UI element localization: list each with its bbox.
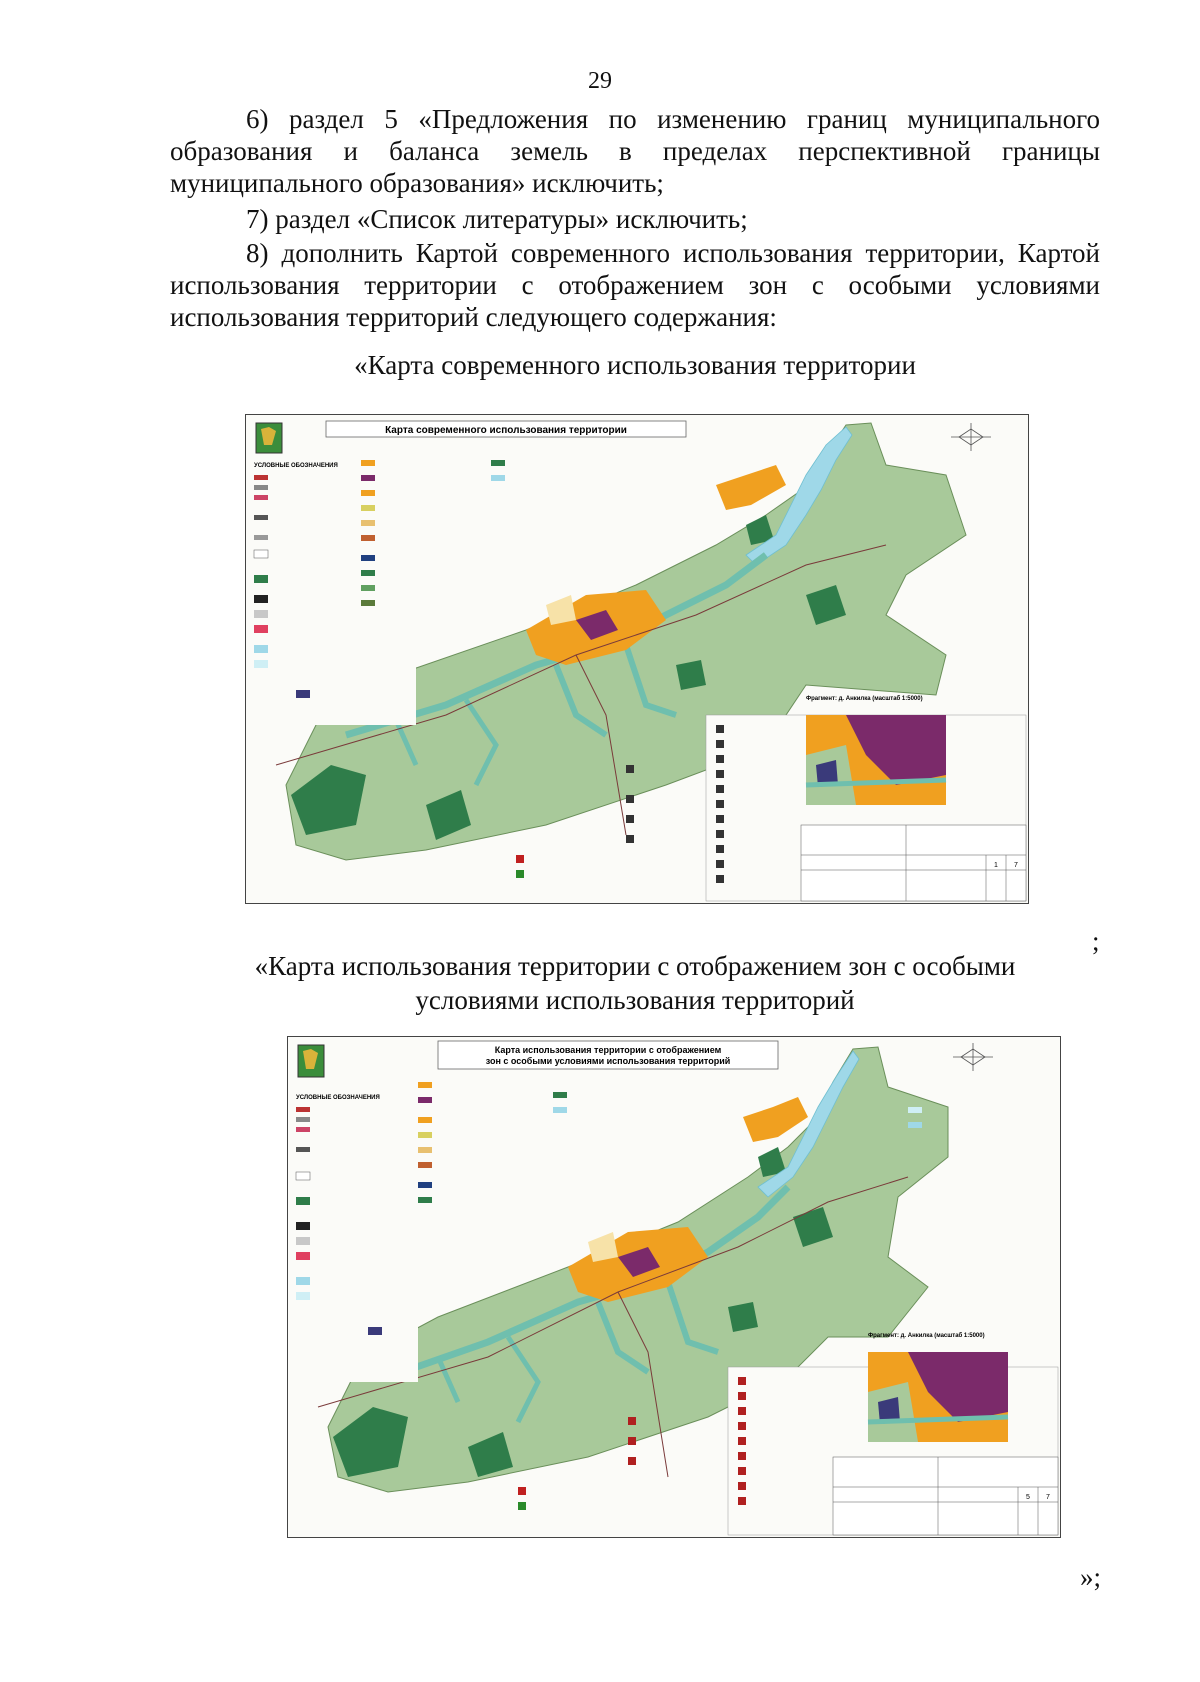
coat-of-arms-icon [256, 423, 282, 453]
map1-image [245, 414, 1029, 904]
map1-title: Карта современного использования территории [385, 425, 627, 436]
map2-sheet-total: 7 [1046, 1494, 1050, 1501]
map1-sheet-total: 7 [1014, 862, 1018, 869]
map2-image [287, 1036, 1061, 1538]
map2-caption-line1: «Карта использования территории с отображением зон с особыми [254, 951, 1016, 981]
map2-legend-title: УСЛОВНЫЕ ОБОЗНАЧЕНИЯ [296, 1095, 380, 1101]
coat-of-arms-icon [298, 1045, 324, 1077]
map1-end-punctuation: ; [1092, 926, 1100, 956]
map2-drawing [288, 1037, 1060, 1537]
page-number: 29 [588, 68, 612, 94]
map1-title-block [801, 825, 1026, 901]
map2-sheet-number: 5 [1026, 1494, 1030, 1501]
map2-title-block [833, 1457, 1058, 1535]
map1-drawing [246, 415, 1028, 903]
map1-fragment-inset [806, 715, 946, 805]
map1-legend-title: УСЛОВНЫЕ ОБОЗНАЧЕНИЯ [254, 463, 338, 469]
map1-sheet-number: 1 [994, 862, 998, 869]
paragraph-6: 6) раздел 5 «Предложения по изменению границ муниципального образования и баланса земель в пределах перспективной границы муниципального образования» исключить; [170, 104, 1100, 198]
map1-caption: «Карта современного использования территории [354, 350, 916, 380]
paragraph-7: 7) раздел «Список литературы» исключить; [246, 204, 748, 234]
paragraph-8: 8) дополнить Картой современного использования территории, Картой использования территории с отображением зон с особыми условиями использования территорий следующего содержания: [170, 238, 1100, 332]
map2-caption-line2: условиями использования территорий [415, 985, 855, 1015]
map2-title-line2: зон с особыми условиями использования территорий [485, 1056, 731, 1066]
map2-end-punctuation: »; [1080, 1562, 1102, 1592]
map2-title-line1: Карта использования территории с отображением [494, 1045, 722, 1055]
map2-fragment-title: Фрагмент: д. Анкилка (масштаб 1:5000) [868, 1333, 985, 1339]
map1-fragment-title: Фрагмент: д. Анкилка (масштаб 1:5000) [806, 696, 923, 702]
map2-fragment-inset [868, 1352, 1008, 1442]
